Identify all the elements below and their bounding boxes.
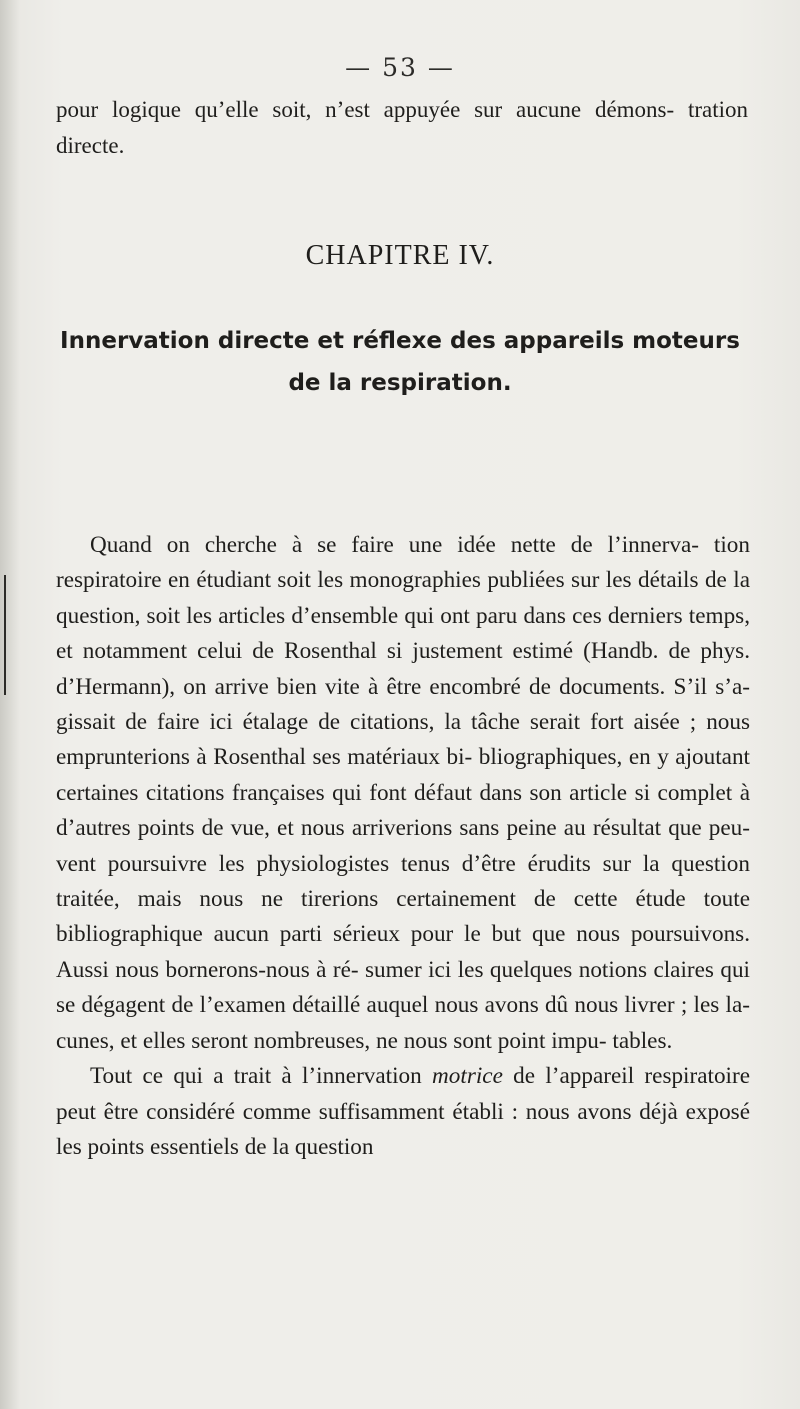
section-heading: Innervation directe et réflexe des appareils moteurs de la respiration. (60, 328, 740, 396)
paragraph (56, 1059, 750, 1165)
paragraph-text: Tout ce qui a trait à l’innervation (90, 1063, 422, 1090)
chapter-title: CHAPITRE IV. (305, 240, 495, 271)
body-text (56, 528, 750, 1165)
emphasis-text: motrice (432, 1063, 503, 1090)
paragraph-text: de l’appareil respiratoire peut être considéré comme suffisamment établi : nous avons déjà exposé les points essentiels de la question (56, 1063, 751, 1160)
margin-mark (4, 575, 6, 695)
paragraph: Quand on cherche à se faire une idée nette de l’innerva- tion respiratoire en étudiant soit les monographies publiées sur les détails de la question, soit les articles d’ensemble qui ont paru dans ces derniers temps, et notamment celui de Rosenthal si justement estimé (Handb. de phys. d’Hermann), on arrive bien vite à être encombré de documents. S’il s’a- gissait de faire ici étalage de citations, la tâche serait fort aisée ; nous emprunterions à Rosenthal ses matériaux bi- bliographiques, en y ajoutant certaines citations françaises qui font défaut dans son article si complet à d’autres points de vue, et nous arriverions sans peine au résultat que peu- vent poursuivre les physiologistes tenus d’être érudits sur la question traitée, mais nous ne tirerions certainement de cette étude toute bibliographique aucun parti sérieux pour le but que nous poursuivons. Aussi nous bornerons-nous à ré- sumer ici les quelques notions claires qui se dégagent de l’examen détaillé auquel nous avons dû nous livrer ; les la- cunes, et elles seront nombreuses, ne nous sont point impu- tables. (56, 532, 750, 1054)
page-number: — 53 — (345, 53, 455, 82)
continued-text: pour logique qu’elle soit, n’est appuyée sur aucune démons- tration directe. (56, 97, 748, 158)
gutter-shadow (0, 0, 20, 1409)
